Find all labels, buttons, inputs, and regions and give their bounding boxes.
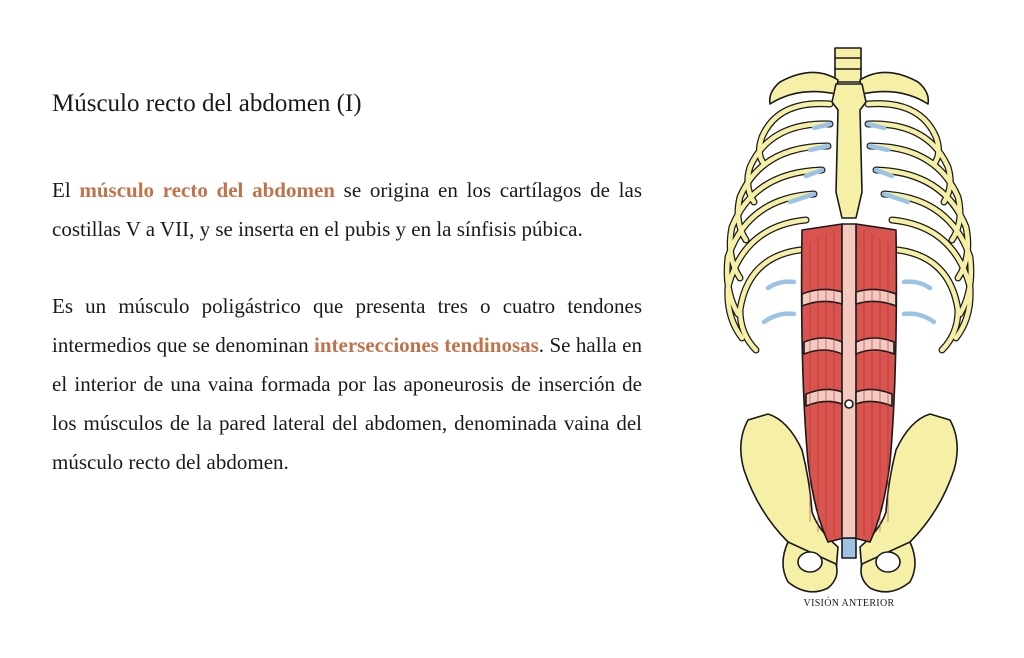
paragraph-description-text-2: . Se halla en el interior de una vaina formada por las aponeurosis de inserción de los músculos de la pared lateral del abdomen, denominada vaina del músculo recto del abdomen. — [52, 332, 642, 474]
figure-caption: VISIÓN ANTERIOR — [803, 598, 895, 609]
linea-alba — [842, 224, 856, 538]
paragraph-origin-text-2: se origina en los cartílagos de las costillas V a VII, y se inserta en el pubis y en la sínfisis púbica. — [52, 177, 642, 241]
sternum — [832, 84, 866, 218]
paragraph-description-text-1: Es un músculo poligástrico que presenta tres o cuatro tendones intermedios que se denominan — [52, 293, 642, 357]
text-column — [52, 88, 642, 520]
umbilicus — [845, 400, 853, 408]
pubic-symphysis — [842, 538, 856, 558]
left-clavicle — [770, 72, 838, 104]
paragraph-description — [52, 287, 642, 482]
term-tendinous-intersections: intersecciones tendinosas — [314, 332, 539, 357]
rectus-abdominis-diagram — [718, 42, 980, 602]
paragraph-origin-text-1: El — [52, 177, 80, 202]
paragraph-origin — [52, 171, 642, 249]
term-rectus-abdominis: músculo recto del abdomen — [79, 177, 335, 202]
anatomy-illustration — [718, 42, 980, 602]
right-clavicle — [860, 72, 928, 104]
page-title: Músculo recto del abdomen (I) — [52, 90, 362, 117]
cervical-vertebra — [835, 48, 861, 82]
